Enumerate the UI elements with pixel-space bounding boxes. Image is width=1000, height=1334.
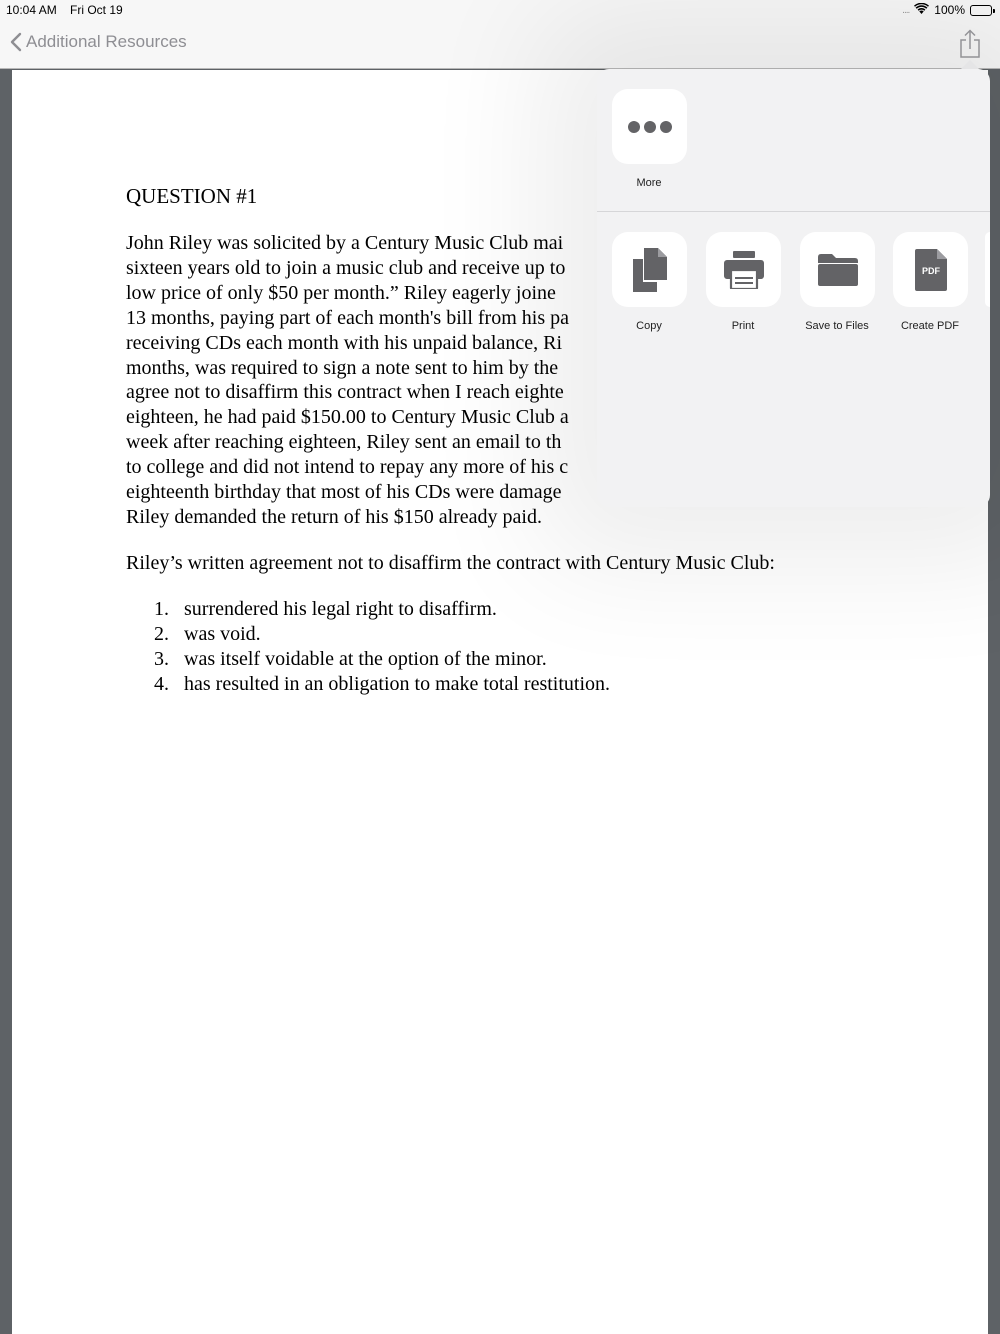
next-action-tile-peek[interactable]: [985, 232, 990, 307]
option-number: 1.: [154, 598, 169, 620]
body-line: 13 months, paying part of each month's bill from his pa: [126, 306, 569, 329]
body-line: Riley demanded the return of his $150 already paid.: [126, 505, 542, 528]
more-button[interactable]: [612, 89, 687, 164]
question-title: QUESTION #1: [126, 184, 258, 208]
print-button[interactable]: [706, 232, 781, 307]
share-button[interactable]: [958, 29, 982, 59]
body-line: week after reaching eighteen, Riley sent an email to th: [126, 431, 562, 454]
copy-button[interactable]: [612, 232, 687, 307]
wifi-icon: [914, 3, 929, 17]
chevron-left-icon: [10, 32, 22, 52]
answer-option: [154, 673, 610, 698]
body-line: receiving CDs each month with his unpaid balance, Ri: [126, 331, 563, 354]
body-line: John Riley was solicited by a Century Music Club mai: [126, 232, 564, 254]
status-bar: [0, 0, 1000, 20]
back-button[interactable]: [10, 32, 187, 52]
option-number: 3.: [154, 648, 169, 670]
question-body: [126, 231, 606, 530]
answer-option: [154, 623, 610, 648]
pdf-icon: [915, 249, 947, 291]
back-button-label: Additional Resources: [26, 32, 187, 51]
battery-percent: 100%: [934, 3, 965, 17]
option-number: 4.: [154, 673, 169, 695]
copy-icon: [632, 248, 668, 292]
option-number: 2.: [154, 623, 169, 645]
print-icon: [724, 251, 764, 289]
cellular-signal-icon: ....: [902, 4, 910, 16]
option-text: surrendered his legal right to disaffirm.: [184, 598, 497, 620]
share-sheet: [597, 69, 990, 507]
body-line: sixteen years old to join a music club and receive up to: [126, 256, 566, 279]
answer-option: [154, 598, 610, 623]
answer-option: [154, 648, 610, 673]
status-indicators: [902, 3, 992, 17]
save-to-files-label: Save to Files: [805, 320, 869, 332]
option-text: was itself voidable at the option of the minor.: [184, 648, 547, 670]
battery-icon: [970, 5, 992, 16]
more-label: More: [636, 177, 662, 189]
status-date: Fri Oct 19: [70, 3, 123, 17]
answer-options: [154, 598, 610, 698]
save-to-files-button[interactable]: [800, 232, 875, 307]
create-pdf-button[interactable]: [893, 232, 968, 307]
body-line: low price of only $50 per month.” Riley eagerly joine: [126, 281, 556, 304]
navigation-bar: [0, 20, 1000, 69]
body-line: to college and did not intend to repay any more of his c: [126, 456, 569, 479]
create-pdf-label: Create PDF: [900, 320, 960, 332]
body-line: agree not to disaffirm this contract when I reach eighte: [126, 381, 564, 404]
body-line: eighteenth birthday that most of his CDs were damage: [126, 481, 562, 504]
folder-icon: [818, 254, 858, 286]
copy-label: Copy: [636, 320, 662, 332]
body-line: eighteen, he had paid $150.00 to Century Music Club a: [126, 406, 569, 429]
sheet-divider: [597, 211, 990, 212]
option-text: was void.: [184, 623, 261, 645]
share-icon: [958, 29, 982, 59]
print-label: Print: [731, 320, 755, 332]
more-icon: [627, 120, 673, 134]
status-time: 10:04 AM: [6, 3, 57, 17]
question-stem: Riley’s written agreement not to disaffirm the contract with Century Music Club:: [126, 552, 775, 574]
pdf-badge: PDF: [921, 265, 940, 276]
body-line: months, was required to sign a note sent to him by the: [126, 356, 559, 379]
option-text: has resulted in an obligation to make total restitution.: [184, 673, 611, 695]
